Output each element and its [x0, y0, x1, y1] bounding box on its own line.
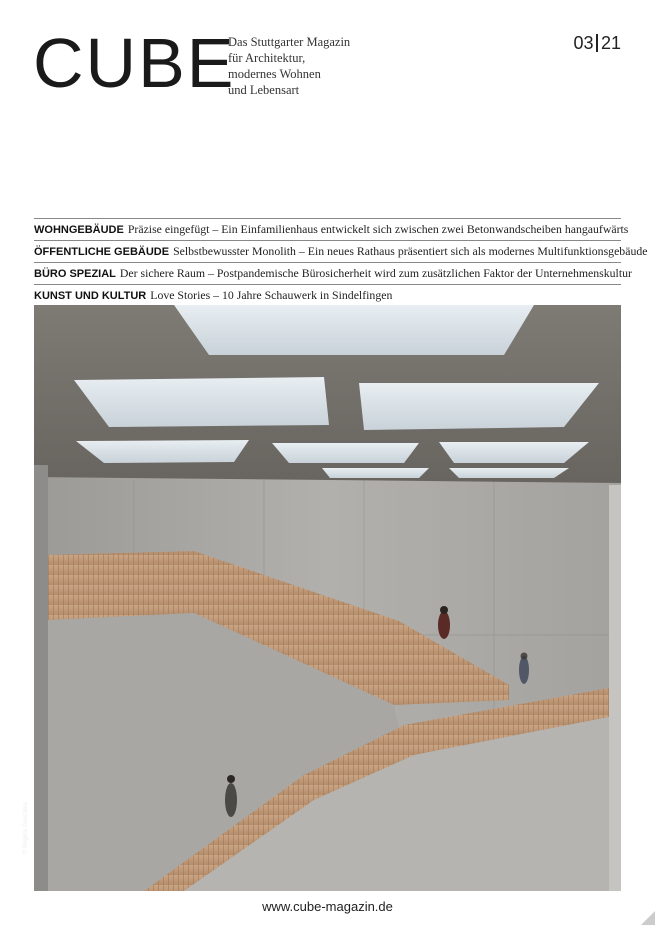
cover-photo — [22, 305, 621, 891]
magazine-tagline: Das Stuttgarter Magazin für Architektur, modernes Wohnen und Lebensart — [228, 35, 351, 97]
toc-category: WOHNGEBÄUDE — [34, 224, 124, 236]
toc-text: Selbstbewusster Monolith – Ein neues Rathaus präsentiert sich als modernes Multifunktionsgebäude — [173, 244, 648, 258]
toc-text: Präzise eingefügt – Ein Einfamilienhaus entwickelt sich zwischen zwei Betonwandscheiben hangaufwärts — [127, 222, 629, 236]
toc-category: BÜRO SPEZIAL — [34, 268, 116, 280]
toc-text: Love Stories – 10 Jahre Schauwerk in Sindelfingen — [150, 288, 393, 302]
issue-separator — [596, 34, 598, 52]
issue-number-value: 03 — [573, 33, 594, 53]
page-curl-decoration — [641, 911, 655, 925]
issue-year-value: 21 — [600, 33, 621, 53]
toc-row[interactable] — [34, 218, 629, 240]
toc-category: ÖFFENTLICHE GEBÄUDE — [34, 246, 170, 258]
issue-number — [573, 33, 621, 54]
toc-row[interactable] — [34, 284, 621, 307]
stairwell-illustration — [34, 305, 621, 891]
magazine-logo: CUBE — [33, 24, 236, 102]
website-url[interactable]: www.cube-magazin.de — [262, 899, 393, 914]
table-of-contents — [34, 218, 648, 307]
toc-row[interactable] — [34, 240, 648, 262]
toc-category: KUNST UND KULTUR — [34, 290, 147, 302]
toc-text: Der sichere Raum – Postpandemische Bürosicherheit wird zum zusätzlichen Faktor der Unternehmenskultur — [119, 266, 632, 280]
toc-row[interactable] — [34, 262, 632, 284]
photo-credit: © Brigida González — [22, 802, 29, 854]
